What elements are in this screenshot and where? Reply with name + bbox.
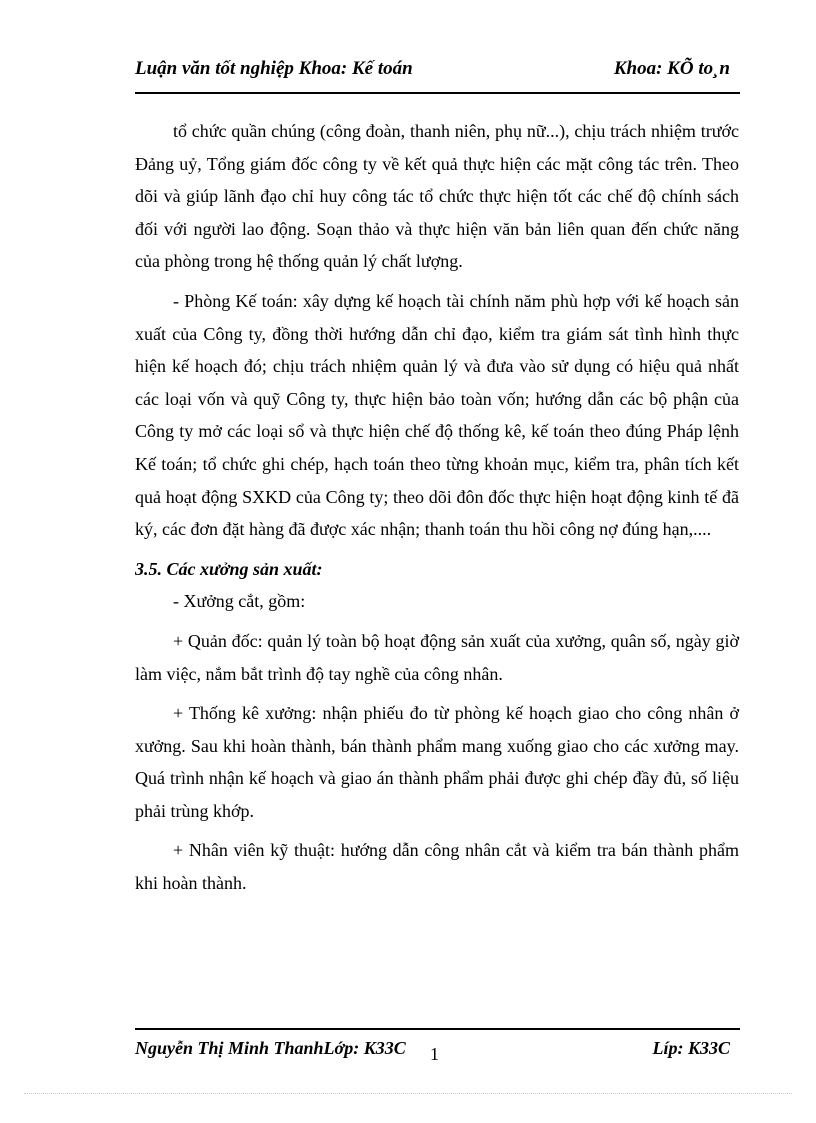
header-thesis-title: Luận văn tốt nghiệp Khoa: Kế toán [135, 58, 413, 79]
paragraph-foreman: + Quản đốc: quản lý toàn bộ hoạt động sản xuất của xưởng, quân số, ngày giờ làm việc, nắm bắt trình độ tay nghề của công nhân. [135, 630, 739, 684]
section-heading-workshops: 3.5. Các xưởng sản xuất: [135, 558, 323, 579]
page-bottom-divider [24, 1093, 792, 1094]
page-header [135, 56, 740, 94]
page-footer [135, 1028, 740, 1070]
header-faculty: Khoa: KÕ to¸n [613, 58, 730, 79]
paragraph-cutting-workshop: - Xưởng cắt, gồm: [173, 591, 306, 612]
document-body [135, 115, 739, 900]
paragraph-technical-staff: + Nhân viên kỹ thuật: hướng dẫn công nhân cắt và kiểm tra bán thành phẩm khi hoàn thành. [135, 840, 739, 894]
footer-class: Líp: K33C [652, 1038, 730, 1058]
paragraph-accounting-department: - Phòng Kế toán: xây dựng kế hoạch tài chính năm phù hợp với kế hoạch sản xuất của Công ty, đồng thời hướng dẫn chỉ đạo, kiểm tra giám sát tình hình thực hiện kế hoạch đó; chịu trách nhiệm quản lý và đưa vào sử dụng có hiệu quả nhất các loại vốn và quỹ Công ty, thực hiện bảo toàn vốn; hướng dẫn các bộ phận của Công ty mở các loại sổ và thực hiện chế độ thống kê, kế toán theo đúng Pháp lệnh Kế toán; tổ chức ghi chép, hạch toán theo từng khoản mục, kiểm tra, phân tích kết quả hoạt động SXKD của Công ty; theo dõi đôn đốc thực hiện hoạt động kinh tế đã ký, các đơn đặt hàng đã được xác nhận; thanh toán thu hồi công nợ đúng hạn,.... [135, 290, 739, 540]
paragraph-organization-duties: tổ chức quần chúng (công đoàn, thanh niên, phụ nữ...), chịu trách nhiệm trước Đảng uỷ, Tổng giám đốc công ty về kết quả thực hiện các mặt công tác trên. Theo dõi và giúp lãnh đạo chỉ huy công tác tổ chức thực hiện tốt các chế độ chính sách đối với người lao động. Soạn thảo và thực hiện văn bản liên quan đến chức năng của phòng trong hệ thống quản lý chất lượng. [135, 121, 739, 272]
paragraph-workshop-statistics: + Thống kê xưởng: nhận phiếu đo từ phòng kế hoạch giao cho công nhân ở xưởng. Sau khi hoàn thành, bán thành phẩm mang xuống giao cho các xưởng may. Quá trình nhận kế hoạch và giao án thành phẩm phải được ghi chép đầy đủ, số liệu phải trùng khớp. [135, 703, 739, 821]
footer-author: Nguyễn Thị Minh ThanhLớp: K33C [135, 1038, 406, 1058]
page-number: 1 [430, 1044, 439, 1064]
